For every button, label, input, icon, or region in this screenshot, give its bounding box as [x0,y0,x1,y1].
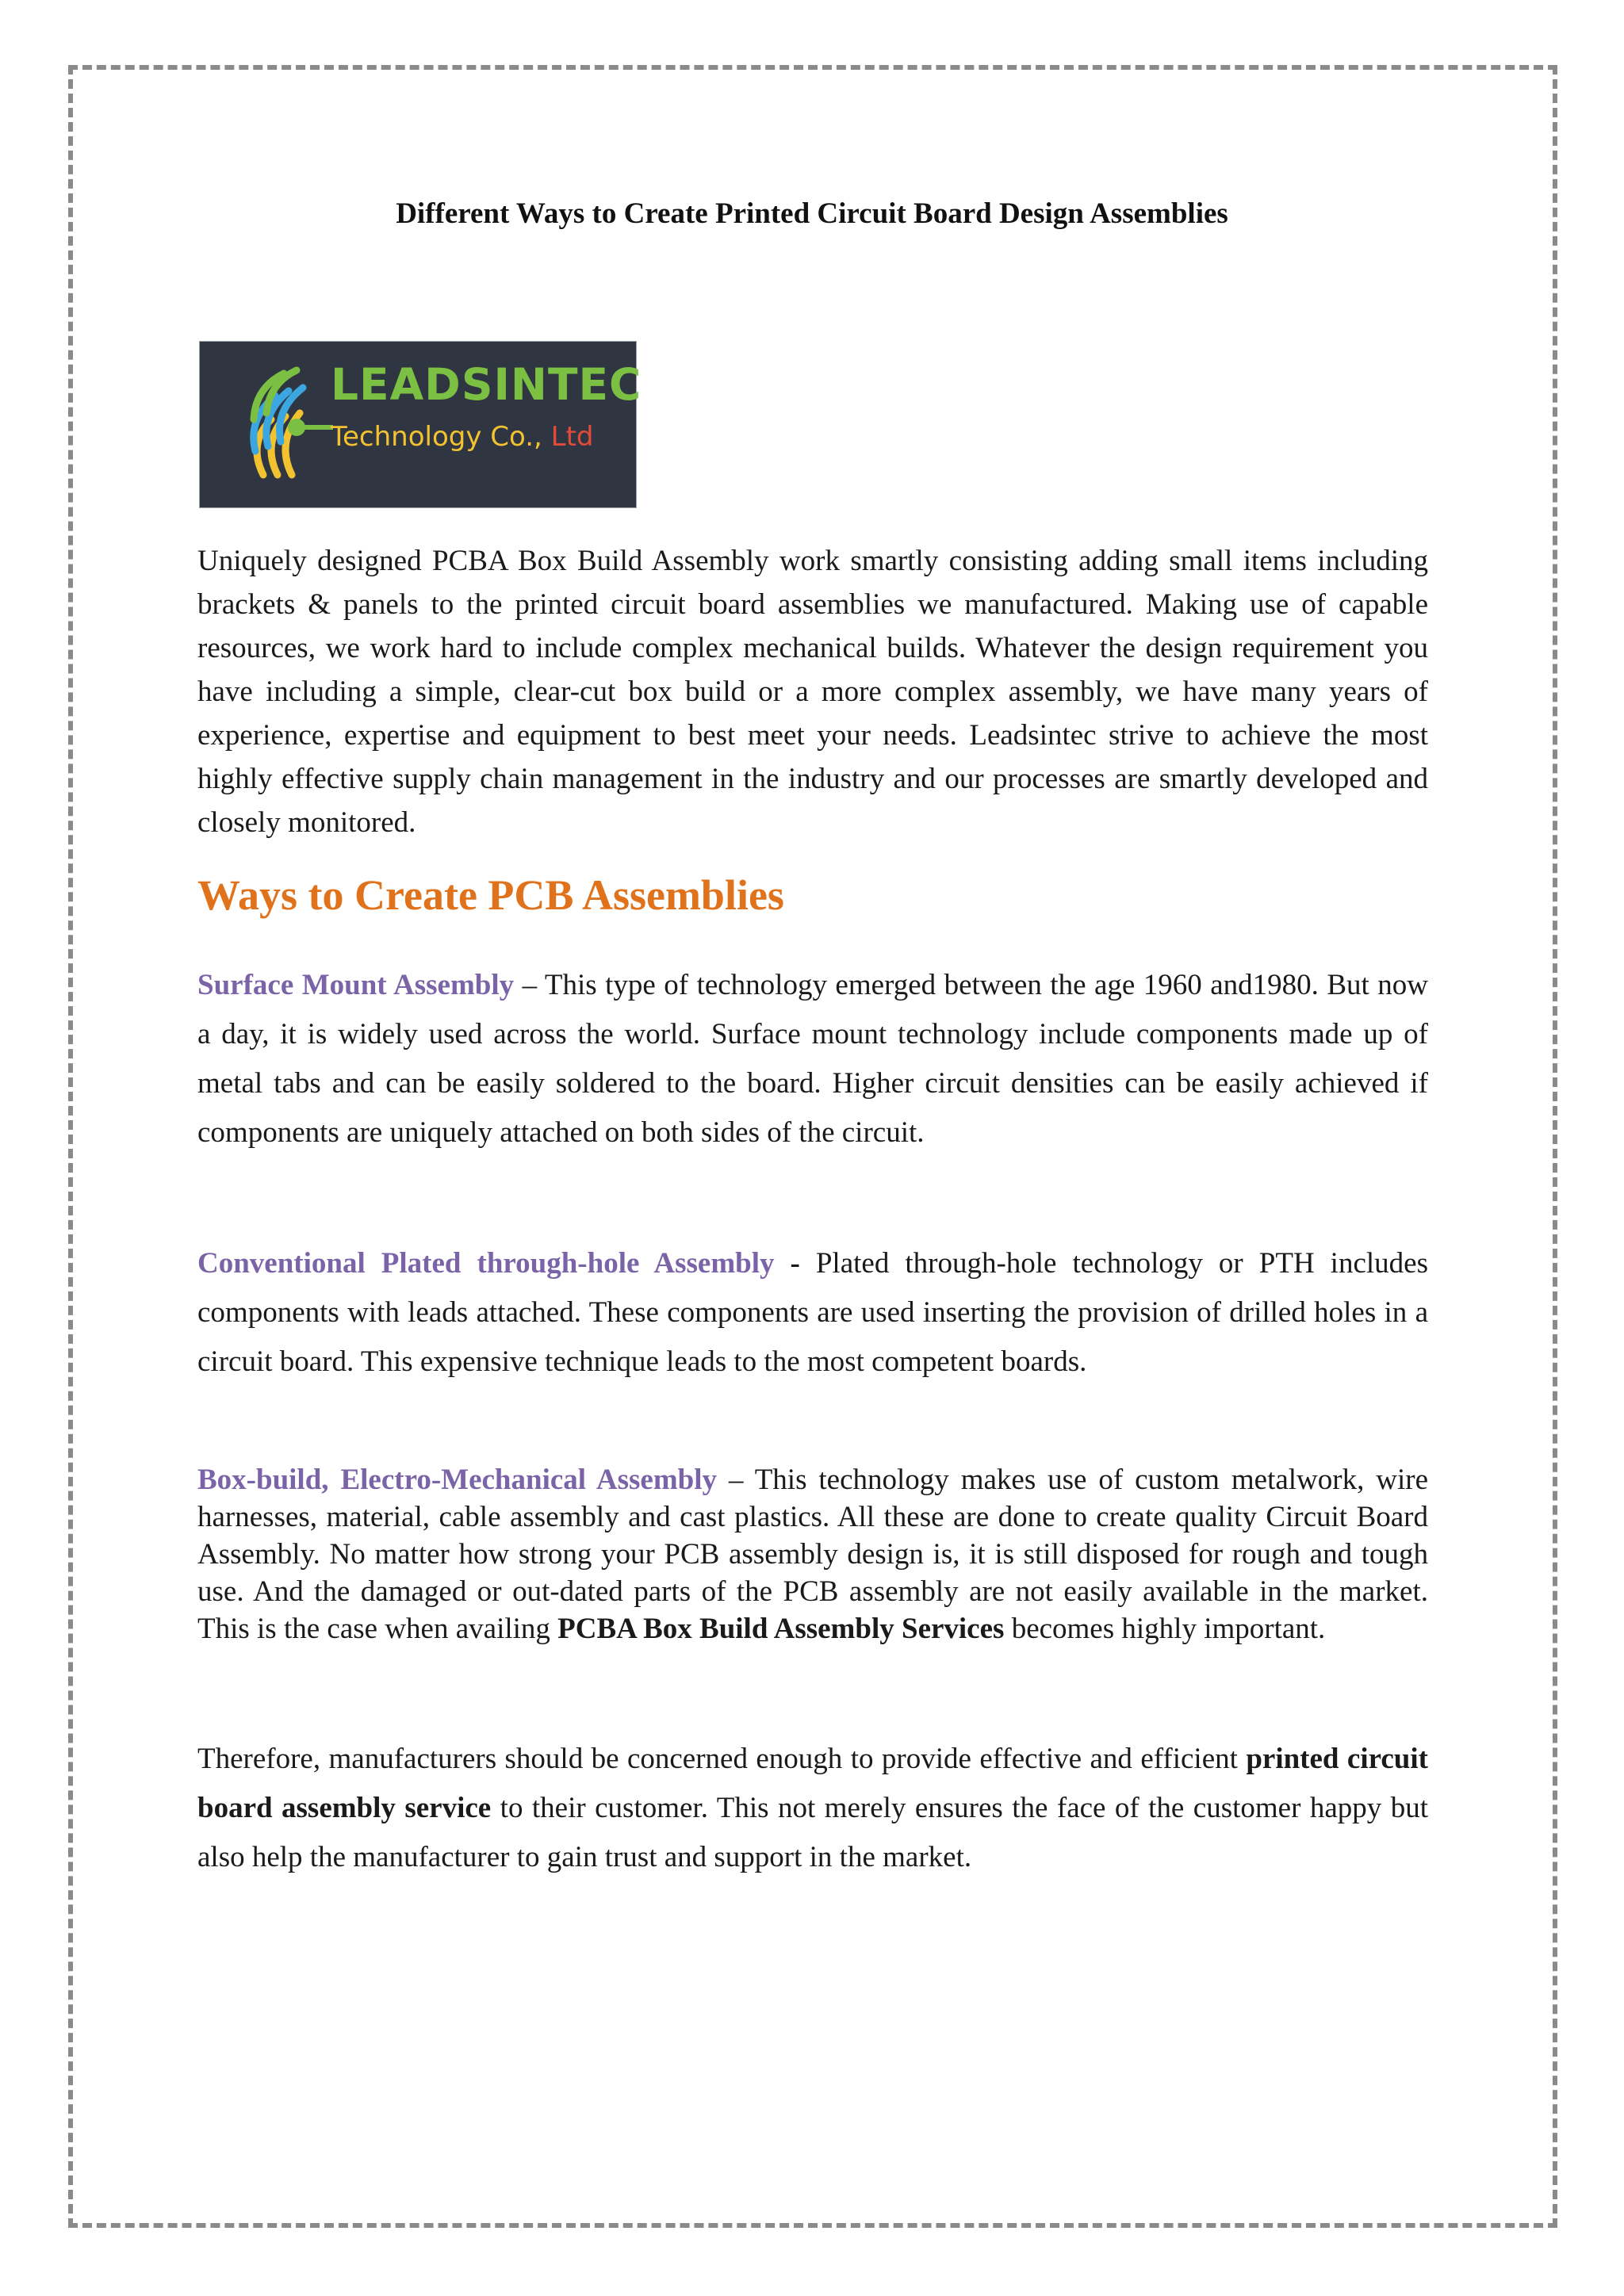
item-separator: - [774,1247,816,1280]
item-tail: becomes highly important. [1004,1613,1326,1645]
item-bold-phrase: PCBA Box Build Assembly Services [557,1613,1005,1645]
logo-tagline [331,421,594,453]
logo-tagline-suffix: Ltd [542,421,594,453]
item-paragraph [197,1461,1428,1647]
item-text: Plated through-hole technology or PTH includes components with leads attached. These components are used inserting the provision of drilled holes in a circuit board. This expensive technique leads to the most competent boards. [197,1247,1428,1378]
item-separator: – [514,969,545,1001]
outro-text-end: to their customer. This not merely ensures the face of the customer happy but also help the manufacturer to gain trust and support in the market. [197,1792,1428,1873]
document-title: Different Ways to Create Printed Circuit Board Design Assemblies [396,197,1228,230]
company-logo [199,341,642,508]
item-text: This technology makes use of custom metalwork, wire harnesses, material, cable assembly and cast plastics. All these are done to create quality Circuit Board Assembly. No matter how strong your PCB assembly design is, it is still disposed for rough and tough use. And the damaged or out-dated parts of the PCB assembly are not easily available in the market. This is the case when availing [197,1464,1428,1645]
item-surface-mount [197,961,1428,1158]
intro-section [197,539,1428,844]
item-lead: Conventional Plated through-hole Assembly [197,1247,775,1280]
item-paragraph [197,961,1428,1158]
item-lead: Box-build, Electro-Mechanical Assembly [197,1464,718,1496]
outro-text-start: Therefore, manufacturers should be concerned enough to provide effective and efficient [197,1743,1247,1775]
item-plated-through-hole [197,1239,1428,1387]
outro-bold-phrase: printed circuit board assembly service [197,1743,1428,1824]
logo-brand-text: LEADSINTEC [331,359,642,410]
section-heading: Ways to Create PCB Assemblies [197,871,784,919]
intro-paragraph: Uniquely designed PCBA Box Build Assembly work smartly consisting adding small items including brackets & panels to the printed circuit board assemblies we manufactured. Making use of capable resources, we work hard to include complex mechanical builds. Whatever the design requirement you have including a simple, clear-cut box build or a more complex assembly, we have many years of experience, expertise and equipment to best meet your needs. Leadsintec strive to achieve the most highly effective supply chain management in the industry and our processes are smartly developed and closely monitored. [197,545,1428,839]
item-box-build [197,1461,1428,1647]
item-lead: Surface Mount Assembly [197,969,515,1001]
item-text: This type of technology emerged between the age 1960 and1980. But now a day, it is widely used across the world. Surface mount technology include components made up of metal tabs and can be easily soldered to the board. Higher circuit densities can be easily achieved if components are uniquely attached on both sides of the circuit. [197,969,1428,1149]
outro-section [197,1735,1428,1882]
logo-tagline-main: Technology Co., [331,421,542,453]
outro-paragraph [197,1735,1428,1882]
item-paragraph [197,1239,1428,1387]
item-separator: – [717,1464,755,1496]
logo-emblem-icon [239,364,335,483]
